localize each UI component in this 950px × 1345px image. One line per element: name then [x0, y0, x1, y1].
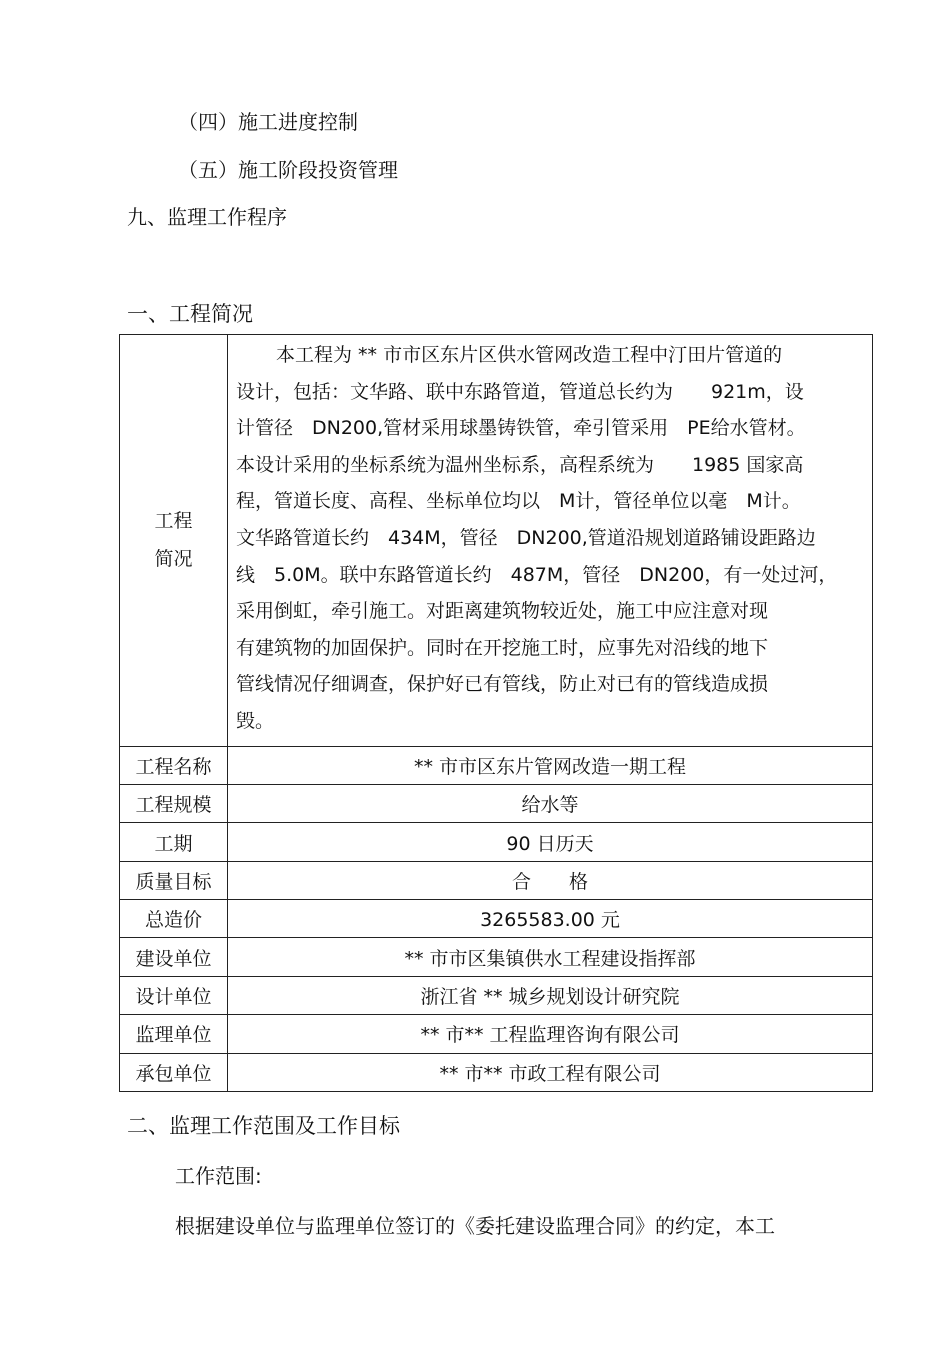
intro-line: 线 5.0M。联中东路管道长约 487M，管径 DN200，有一处过河， [236, 563, 838, 586]
table-row [120, 938, 873, 976]
row-value: 给水等 [228, 784, 873, 822]
intro-line: 计管径 DN200,管材采用球墨铸铁管，牵引管采用 PE给水管材。 [236, 417, 806, 440]
row-value: ** 市市区东片管网改造一期工程 [228, 746, 873, 784]
row-label: 设计单位 [120, 976, 228, 1014]
row-value: 合 格 [228, 861, 873, 899]
row-label: 工期 [120, 823, 228, 861]
table-row [120, 784, 873, 822]
row-label: 总造价 [120, 900, 228, 938]
table-row [120, 900, 873, 938]
project-intro-row [120, 335, 873, 747]
row-label: 监理单位 [120, 1015, 228, 1053]
table-row [120, 1053, 873, 1091]
table-row [120, 1015, 873, 1053]
row-value: 3265583.00 元 [228, 900, 873, 938]
intro-line: 毁。 [236, 709, 275, 732]
intro-label-line: 工程 [154, 510, 193, 533]
row-value: 浙江省 ** 城乡规划设计研究院 [228, 976, 873, 1014]
row-label: 建设单位 [120, 938, 228, 976]
table-row [120, 861, 873, 899]
intro-line: 有建筑物的加固保护。同时在开挖施工时，应事先对沿线的地下 [236, 636, 769, 659]
row-value: 90 日历天 [228, 823, 873, 861]
table-row [120, 823, 873, 861]
row-label: 工程规模 [120, 784, 228, 822]
outline-item-4: （四）施工进度控制 [178, 110, 358, 134]
intro-line: 设计，包括：文华路、联中东路管道，管道总长约为 921m，设 [236, 380, 804, 403]
row-label: 质量目标 [120, 861, 228, 899]
intro-line: 程，管道长度、高程、坐标单位均以 M计，管径单位以毫 M计。 [236, 490, 801, 513]
row-label: 承包单位 [120, 1053, 228, 1091]
row-value: ** 市** 工程监理咨询有限公司 [228, 1015, 873, 1053]
intro-line: 本设计采用的坐标系统为温州坐标系，高程系统为 1985 国家高 [236, 453, 804, 476]
intro-label-line: 简况 [154, 548, 193, 571]
intro-description-cell [228, 335, 873, 747]
intro-line: 文华路管道长约 434M，管径 DN200,管道沿规划道路铺设距路边 [236, 526, 816, 549]
project-overview-table [119, 334, 873, 1092]
outline-item-5: （五）施工阶段投资管理 [178, 158, 398, 182]
row-value: ** 市** 市政工程有限公司 [228, 1053, 873, 1091]
intro-line: 采用倒虹，牵引施工。对距离建筑物较近处，施工中应注意对现 [236, 600, 769, 623]
body-paragraph: 根据建设单位与监理单位签订的《委托建设监理合同》的约定，本工 [175, 1214, 775, 1238]
intro-line: 本工程为 ** 市市区东片区供水管网改造工程中汀田片管道的 [276, 344, 783, 366]
section-2-heading: 二、监理工作范围及工作目标 [127, 1114, 400, 1138]
section-1-heading: 一、工程简况 [127, 302, 253, 326]
outline-item-9: 九、监理工作程序 [127, 205, 287, 229]
work-scope-label: 工作范围: [175, 1164, 262, 1188]
row-value: ** 市市区集镇供水工程建设指挥部 [228, 938, 873, 976]
intro-label-cell [120, 335, 228, 747]
table-row [120, 746, 873, 784]
intro-line: 管线情况仔细调查，保护好已有管线，防止对已有的管线造成损 [236, 673, 769, 696]
table-row [120, 976, 873, 1014]
row-label: 工程名称 [120, 746, 228, 784]
